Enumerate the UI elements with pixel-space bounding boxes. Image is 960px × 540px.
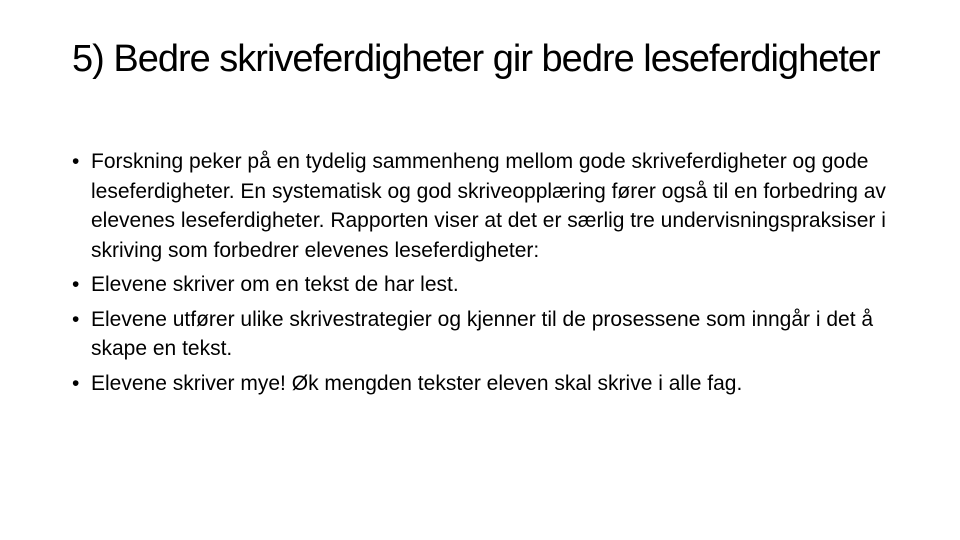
bullet-icon: •	[72, 371, 80, 395]
bullet-text: Elevene skriver mye! Øk mengden tekster eleven skal skrive i alle fag.	[91, 371, 743, 395]
bullet-text: Elevene utfører ulike skrivestrategier og kjenner til de prosessene som inngår i det å skape en tekst.	[91, 307, 874, 360]
bullet-text: Elevene skriver om en tekst de har lest.	[91, 273, 459, 296]
bullet-item	[72, 147, 912, 265]
bullet-icon: •	[72, 150, 80, 173]
bullet-item	[72, 305, 912, 364]
bullet-icon: •	[72, 307, 80, 331]
slide-title: 5) Bedre skriveferdigheter gir bedre leseferdigheter	[72, 38, 880, 80]
bullet-icon: •	[72, 273, 80, 296]
bullet-item	[72, 270, 912, 300]
bullet-list	[72, 147, 912, 403]
bullet-text: Forskning peker på en tydelig sammenheng mellom gode skriveferdigheter og gode leseferdigheter. En systematisk og god skriveopplæring fører også til en forbedring av elevenes leseferdigheter. Rapporten viser at det er særlig tre undervisningspraksiser i skriving som forbedrer elevenes leseferdigheter:	[91, 150, 886, 262]
bullet-item	[72, 369, 912, 399]
